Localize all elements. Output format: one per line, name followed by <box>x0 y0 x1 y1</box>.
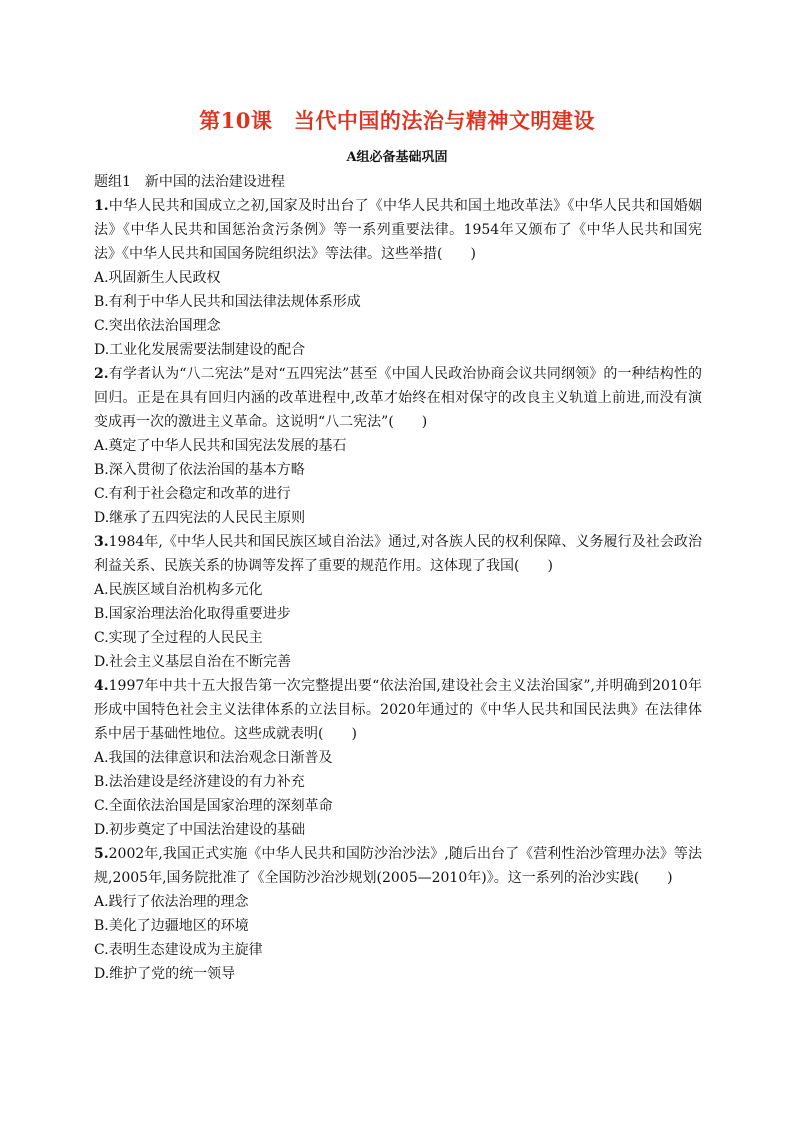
section-heading: A组必备基础巩固 <box>346 150 448 165</box>
option-b: B.法治建设是经济建设的有力补充 <box>94 774 305 790</box>
question-number: 1. <box>94 198 109 214</box>
question-stem <box>94 842 702 890</box>
question-stem <box>94 362 702 434</box>
option-b: B.有利于中华人民共和国法律法规体系形成 <box>94 294 361 310</box>
option-a: A.民族区域自治机构多元化 <box>94 582 263 598</box>
question-4 <box>94 674 702 842</box>
question-text: 有学者认为“八二宪法”是对“五四宪法”甚至《中国人民政治协商会议共同纲领》的一种结构性的回归。正是在具有回归内涵的改革进程中,改革才始终在相对保守的改良主义轨道上前进,而没有演变成再一次的激进主义革命。这说明“八二宪法”( ) <box>94 366 702 430</box>
option-b: B.美化了边疆地区的环境 <box>94 918 249 934</box>
question-content <box>94 170 702 986</box>
option-d: D.继承了五四宪法的人民民主原则 <box>94 510 306 526</box>
option-a: A.巩固新生人民政权 <box>94 270 221 286</box>
question-number: 4. <box>94 678 109 694</box>
question-3 <box>94 530 702 674</box>
lesson-title: 第10课 当代中国的法治与精神文明建设 <box>199 108 595 133</box>
question-text: 1984年,《中华人民共和国民族区域自治法》通过,对各族人民的权利保障、义务履行及社会政治利益关系、民族关系的协调等发挥了重要的规范作用。这体现了我国( ) <box>94 534 702 574</box>
option-d: D.社会主义基层自治在不断完善 <box>94 654 292 670</box>
option-b: B.深入贯彻了依法治国的基本方略 <box>94 462 305 478</box>
question-2 <box>94 362 702 530</box>
option-c: C.表明生态建设成为主旋律 <box>94 942 263 958</box>
question-text: 1997年中共十五大报告第一次完整提出要“依法治国,建设社会主义法治国家”,并明确到2010年形成中国特色社会主义法律体系的立法目标。2020年通过的《中华人民共和国民法典》在法律体系中居于基础性地位。这些成就表明( ) <box>94 678 702 742</box>
question-number: 2. <box>94 366 109 382</box>
question-stem <box>94 674 702 746</box>
question-number: 3. <box>94 534 109 550</box>
option-b: B.国家治理法治化取得重要进步 <box>94 606 291 622</box>
option-d: D.工业化发展需要法制建设的配合 <box>94 342 306 358</box>
option-c: C.突出依法治国理念 <box>94 318 221 334</box>
question-5 <box>94 842 702 986</box>
option-a: A.践行了依法治理的理念 <box>94 894 249 910</box>
option-d: D.维护了党的统一领导 <box>94 966 236 982</box>
option-d: D.初步奠定了中国法治建设的基础 <box>94 822 306 838</box>
question-text: 2002年,我国正式实施《中华人民共和国防沙治沙法》,随后出台了《营利性治沙管理办法》等法规,2005年,国务院批准了《全国防沙治沙规划(2005—2010年)》。这一系列的治沙实践( ) <box>94 846 702 886</box>
question-1 <box>94 194 702 362</box>
option-a: A.奠定了中华人民共和国宪法发展的基石 <box>94 438 347 454</box>
option-c: C.实现了全过程的人民民主 <box>94 630 263 646</box>
option-a: A.我国的法律意识和法治观念日渐普及 <box>94 750 333 766</box>
question-stem <box>94 530 702 578</box>
option-c: C.有利于社会稳定和改革的进行 <box>94 486 291 502</box>
group-title: 题组1 新中国的法治建设进程 <box>94 174 285 190</box>
question-text: 中华人民共和国成立之初,国家及时出台了《中华人民共和国土地改革法》《中华人民共和国婚姻法》《中华人民共和国惩治贪污条例》等一系列重要法律。1954年又颁布了《中华人民共和国宪法》《中华人民共和国国务院组织法》等法律。这些举措( ) <box>94 198 702 262</box>
question-number: 5. <box>94 846 109 862</box>
option-c: C.全面依法治国是国家治理的深刻革命 <box>94 798 333 814</box>
question-stem <box>94 194 702 266</box>
